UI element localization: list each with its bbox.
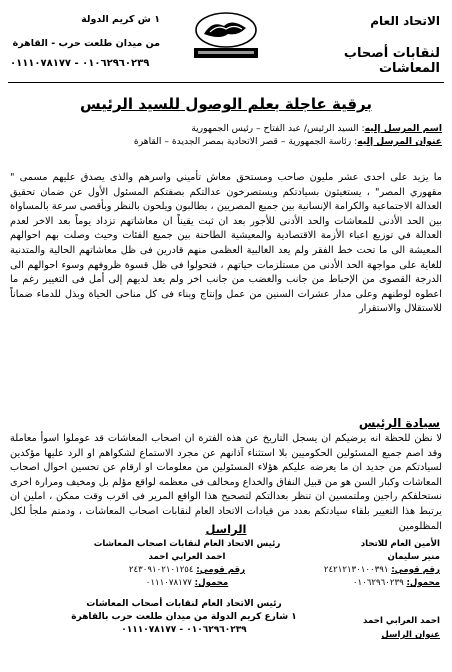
- addressee-block: [6, 122, 442, 148]
- union-logo: [186, 10, 266, 62]
- body-paragraph-2: لا نظن للحظة انه يرضيكم ان يسجل التاريخ عن هذه الفترة ان اصحاب المعاشات قد عوملوا اسوأ معاملة وقد اصم جميع المسئولين الحكوميين بلا استثناء آذانهم عن مجرد الاستماع لشكواهم او الرد عليها مؤكدين لسيادتكم من جديد ان ما يعرضه عليكم هؤلاء المسئولين من معلومات او ارقام عن تحسين احوال اصحاب المعاشات وكبار السن هو من قبيل النفاق والخداع ومخالف فى معظمه لواقع مؤلم بل ومخيف ومرارة اخرى نستحلفكم راجين وملتمسين ان تنظر بعدالتكم لتصحيح هذا الواقع المرير فى اقرب وقت ممكن ، املين ان يرتبط هذا التغيير بلقاء سيادتكم بعدد من قيادات الاتحاد العام لنقابات اصحاب المعاشات ، ودمتم ملجأ لكل المظلومين: [10, 433, 442, 532]
- signature-left: [82, 538, 292, 590]
- address-value: : رئاسة الجمهورية – قصر الاتحادية بمصر الجديدة – القاهرة: [133, 136, 358, 147]
- sig-right-name: منير سليمان: [387, 552, 440, 562]
- to-label: اسم المرسل إليه: [364, 123, 442, 134]
- header-address-block: [10, 14, 160, 69]
- sig-right-title: الأمين العام للاتحاد: [360, 539, 440, 549]
- signature-right: [300, 538, 440, 590]
- header-phones: ٠١٠٦٢٩٦٠٢٣٩ - ٠١١١٠٧٨١٧٧: [10, 58, 150, 69]
- sig-right-id: ٢٤٢١٢١٣٠١٠٠٣٩١: [323, 565, 389, 575]
- address-line1: ١ ش كريم الدولة: [81, 14, 160, 25]
- subheading: سيادة الرئيس: [358, 416, 440, 430]
- address-line2: من ميدان طلعت حرب - القاهرة: [12, 38, 160, 49]
- header-org-block: [290, 14, 440, 76]
- telegram-title: برقية عاجلة بعلم الوصول للسيد الرئيس: [80, 95, 372, 113]
- sig-left-name: احمد العرابي احمد: [148, 552, 226, 562]
- footer-address: ١ شارع كريم الدولة من ميدان طلعت حرب بالقاهرة: [71, 612, 297, 622]
- sig-left-mobile-label: محمول:: [194, 578, 229, 588]
- body-paragraph-1: ما يزيد على احدى عشر مليون صاحب ومستحق معاش تأميني واسرهم والذى يصدق عليهم مسمى " مقهوري المصر" ، يستغيثون بسيادتكم ويستصرخون عدالتكم بصفتكم المسئول الأول عن ضمان تحقيق العدالة الاجتماعية والكرامة الإنسانية بين جميع المصريين ، يطالبون ويلحون بالنظر وبأقصى سرعة بالمساواة بين الحد الأدنى للمعاشات والحد الأدنى للأجور بعد ان ثبت يقيناً ان معاشاتهم تزداد يوماً بعد الاخر لعدم العدالة في توزيع اعباء الأزمة الاقتصادية والمعيشية الطاحنة بين جميع الفئات وحيث وصلت بهم احوالهم المعيشة الى ما تحت خط الفقر ولم يعد الغالبية العظمى منهم قادرين فى ظل معاشاتهم الحالية والمتدنية للغاية على مواجهة الحد الأدنى من مستلزمات حياتهم ، فتحولوا فى ظل قسوة ظروفهم وسوء احوالهم الى الدرجة القصوى من الإحباط من جانب والغضب من جانب اخر ولم يعد لديهم إلى أمل فى التغيير رغم ما اعطوه لوطنهم وعلى مدار عشرات السنين من عمل وإنتاج وبناء فى كل مناحى الحياة وبذل للدماء ضماناً للاستقلال والاستقرار: [10, 172, 442, 315]
- sender-address-label: عنوان الراسل: [381, 630, 440, 640]
- sig-right-id-label: رقم قومي:: [391, 565, 440, 575]
- org-name-line2: لنقابات أصحاب المعاشات: [343, 46, 440, 76]
- sender-name-line: احمد العرابي احمد: [363, 616, 440, 626]
- sig-right-mobile: ٠١٠٦٢٩٦٠٢٣٩: [352, 578, 404, 588]
- sig-right-mobile-label: محمول:: [406, 578, 440, 588]
- footer-org: رئيس الاتحاد العام لنقابات أصحاب المعاشات: [86, 599, 282, 609]
- sender-block: [300, 614, 440, 642]
- address-label: عنوان المرسل إليه: [357, 136, 442, 147]
- sig-left-mobile: ٠١١١٠٧٨١٧٧: [145, 578, 192, 588]
- sig-left-title: رئيس الاتحاد العام لنقابات اصحاب المعاشات: [93, 539, 281, 549]
- header-divider: [8, 82, 444, 83]
- to-value: : السيد الرئيس/ عبد الفتاح – رئيس الجمهورية: [191, 123, 365, 134]
- footer-phones: ٠١٠٦٢٩٦٠٢٣٩ - ٠١١١٠٧٨١٧٧: [121, 625, 247, 635]
- sig-left-id-label: رقم قومي:: [196, 565, 246, 575]
- signature-heading: الراسل: [205, 522, 247, 536]
- org-name-line1: الاتحاد العام: [370, 14, 440, 28]
- sig-left-id: ٢٤٣٠٩١٠٢١٠١٢٥٤: [128, 565, 194, 575]
- sender-address-block: [66, 598, 302, 637]
